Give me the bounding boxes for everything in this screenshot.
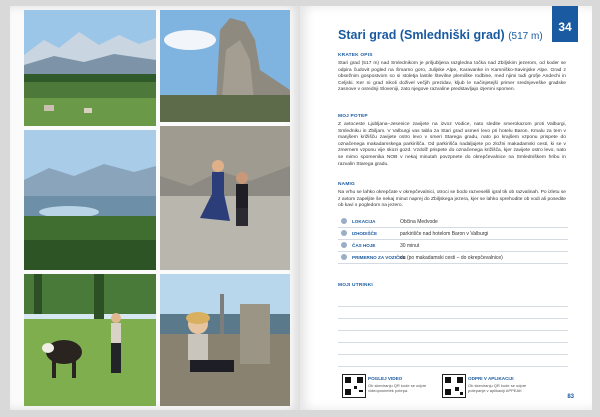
stroller-icon xyxy=(341,254,347,260)
info-row-location xyxy=(338,216,568,228)
page-number-badge: 34 xyxy=(552,6,578,42)
info-table xyxy=(338,216,568,264)
qr-app-title: ODPRI V APLIKACIJI xyxy=(468,376,514,381)
note-line xyxy=(338,355,568,367)
footer-page-number: 83 xyxy=(567,394,574,400)
info-label: ČAS HOJE xyxy=(352,243,376,248)
right-page xyxy=(300,6,592,410)
note-line xyxy=(338,307,568,319)
note-line xyxy=(338,319,568,331)
photo-woman-sitting xyxy=(160,274,290,406)
info-value: da (po makadamski cesti – do okrepčevalnice) xyxy=(400,255,503,261)
open-book xyxy=(10,6,592,410)
page-title xyxy=(338,28,543,42)
photo-couple-at-ruins xyxy=(160,126,290,270)
qr-code-app[interactable] xyxy=(442,374,466,398)
notes-lines xyxy=(338,295,568,367)
info-row-start xyxy=(338,228,568,240)
info-label: LOKACIJA xyxy=(352,219,376,224)
info-value: 30 minut xyxy=(400,243,420,249)
signpost-icon xyxy=(341,230,347,236)
note-line xyxy=(338,343,568,355)
title-elevation: (517 m) xyxy=(508,31,543,42)
photo-castle-ruins xyxy=(160,10,290,122)
location-pin-icon xyxy=(341,218,347,224)
route-heading: MOJ POTEP xyxy=(338,114,368,119)
qr-code-video[interactable] xyxy=(342,374,366,398)
qr-video-title: POGLEJ VIDEO xyxy=(368,376,403,381)
info-row-stroller xyxy=(338,252,568,264)
info-value: Občina Medvode xyxy=(400,219,438,225)
note-line xyxy=(338,331,568,343)
photo-lake-valley xyxy=(24,130,156,270)
tip-heading: NAMIG xyxy=(338,182,355,187)
route-text: Z avtoceste Ljubljana–Jesenice zavijete na izvoz Vodice, nato sledite smerokazom proti Valburgi, Smledniku in Zbiljam. V Valburgi vas tabla za Stari grad usmeri levo pri hotelu Baron. Kmalu za tem v manjšem križišču zavijete ostro levo v smeri Starega gradu, nato po krajšem vzponu prispete do označenega makadamskega parkirišča. Od parkirišča nadaljujete po zložni makadamski cesti, ki se v zmernem vzponu vije skozi gozd. Vzdolž prispete do označenega križišča, kjer zavijete ostro levo, nato se mimo spomenika NOB v nekaj minutah povzpnete do okrepčevalnice na Smledniškem hribu in razvalin Starega gradu. xyxy=(338,122,566,167)
qr-app-text: Ob skeniranju QR kode se odpre potepanje v aplikaciji APPEAK xyxy=(468,383,527,393)
title-text: Stari grad (Smledniški grad) xyxy=(338,28,505,42)
info-value: parkirišče nad hotelom Baron v Valburgi xyxy=(400,231,489,237)
overview-heading: KRATEK OPIS xyxy=(338,53,373,58)
qr-video-text: Ob skeniranju QR kode se odpre videoposnetek potepa. xyxy=(368,383,427,393)
overview-text: Stari grad (517 m) nad Smlednikom je priljubljena razgledna točka nad Zbiljskim jezerom, od koder se odpira čudovit pogled na Šmarno goro, Julijske Alpe, Karavanke in Kamniško-Savinjske Alpe. Grad z obsežnim gospostvom so si stoletja lastile številne plemiške rodbine, med njimi tudi grofje Andechi in Celjski. Ker ni grad nikoli doživel večjih prezidav, kljub le načinjetejši primer srednjeveške gradske zasnove v osrednji Sloveniji, zato njegove razvaline predstavljajo izjemni spomen. xyxy=(338,61,566,93)
info-label: IZHODIŠČE xyxy=(352,231,378,236)
left-page xyxy=(10,6,300,410)
info-label: PRIMERNO ZA VOZIČKE xyxy=(352,255,406,260)
photo-woman-with-cow xyxy=(24,274,156,406)
photo-mountain-panorama xyxy=(24,10,156,126)
tip-text: Na vrhu se lahko okrepčate v okrepčevalnici, otroci se bodo razveselili igral tik ob razvalinah. Po izletu se z avtom zapeljite še nekaj minut naprej do Zbiljskega jezera, kjer se lahko sprehodite ob vodi ali posedite ob kavi s pogledom na jezero. xyxy=(338,190,566,209)
notes-heading: MOJI UTRINKI xyxy=(338,283,373,288)
info-row-time xyxy=(338,240,568,252)
clock-icon xyxy=(341,242,347,248)
note-line xyxy=(338,295,568,307)
